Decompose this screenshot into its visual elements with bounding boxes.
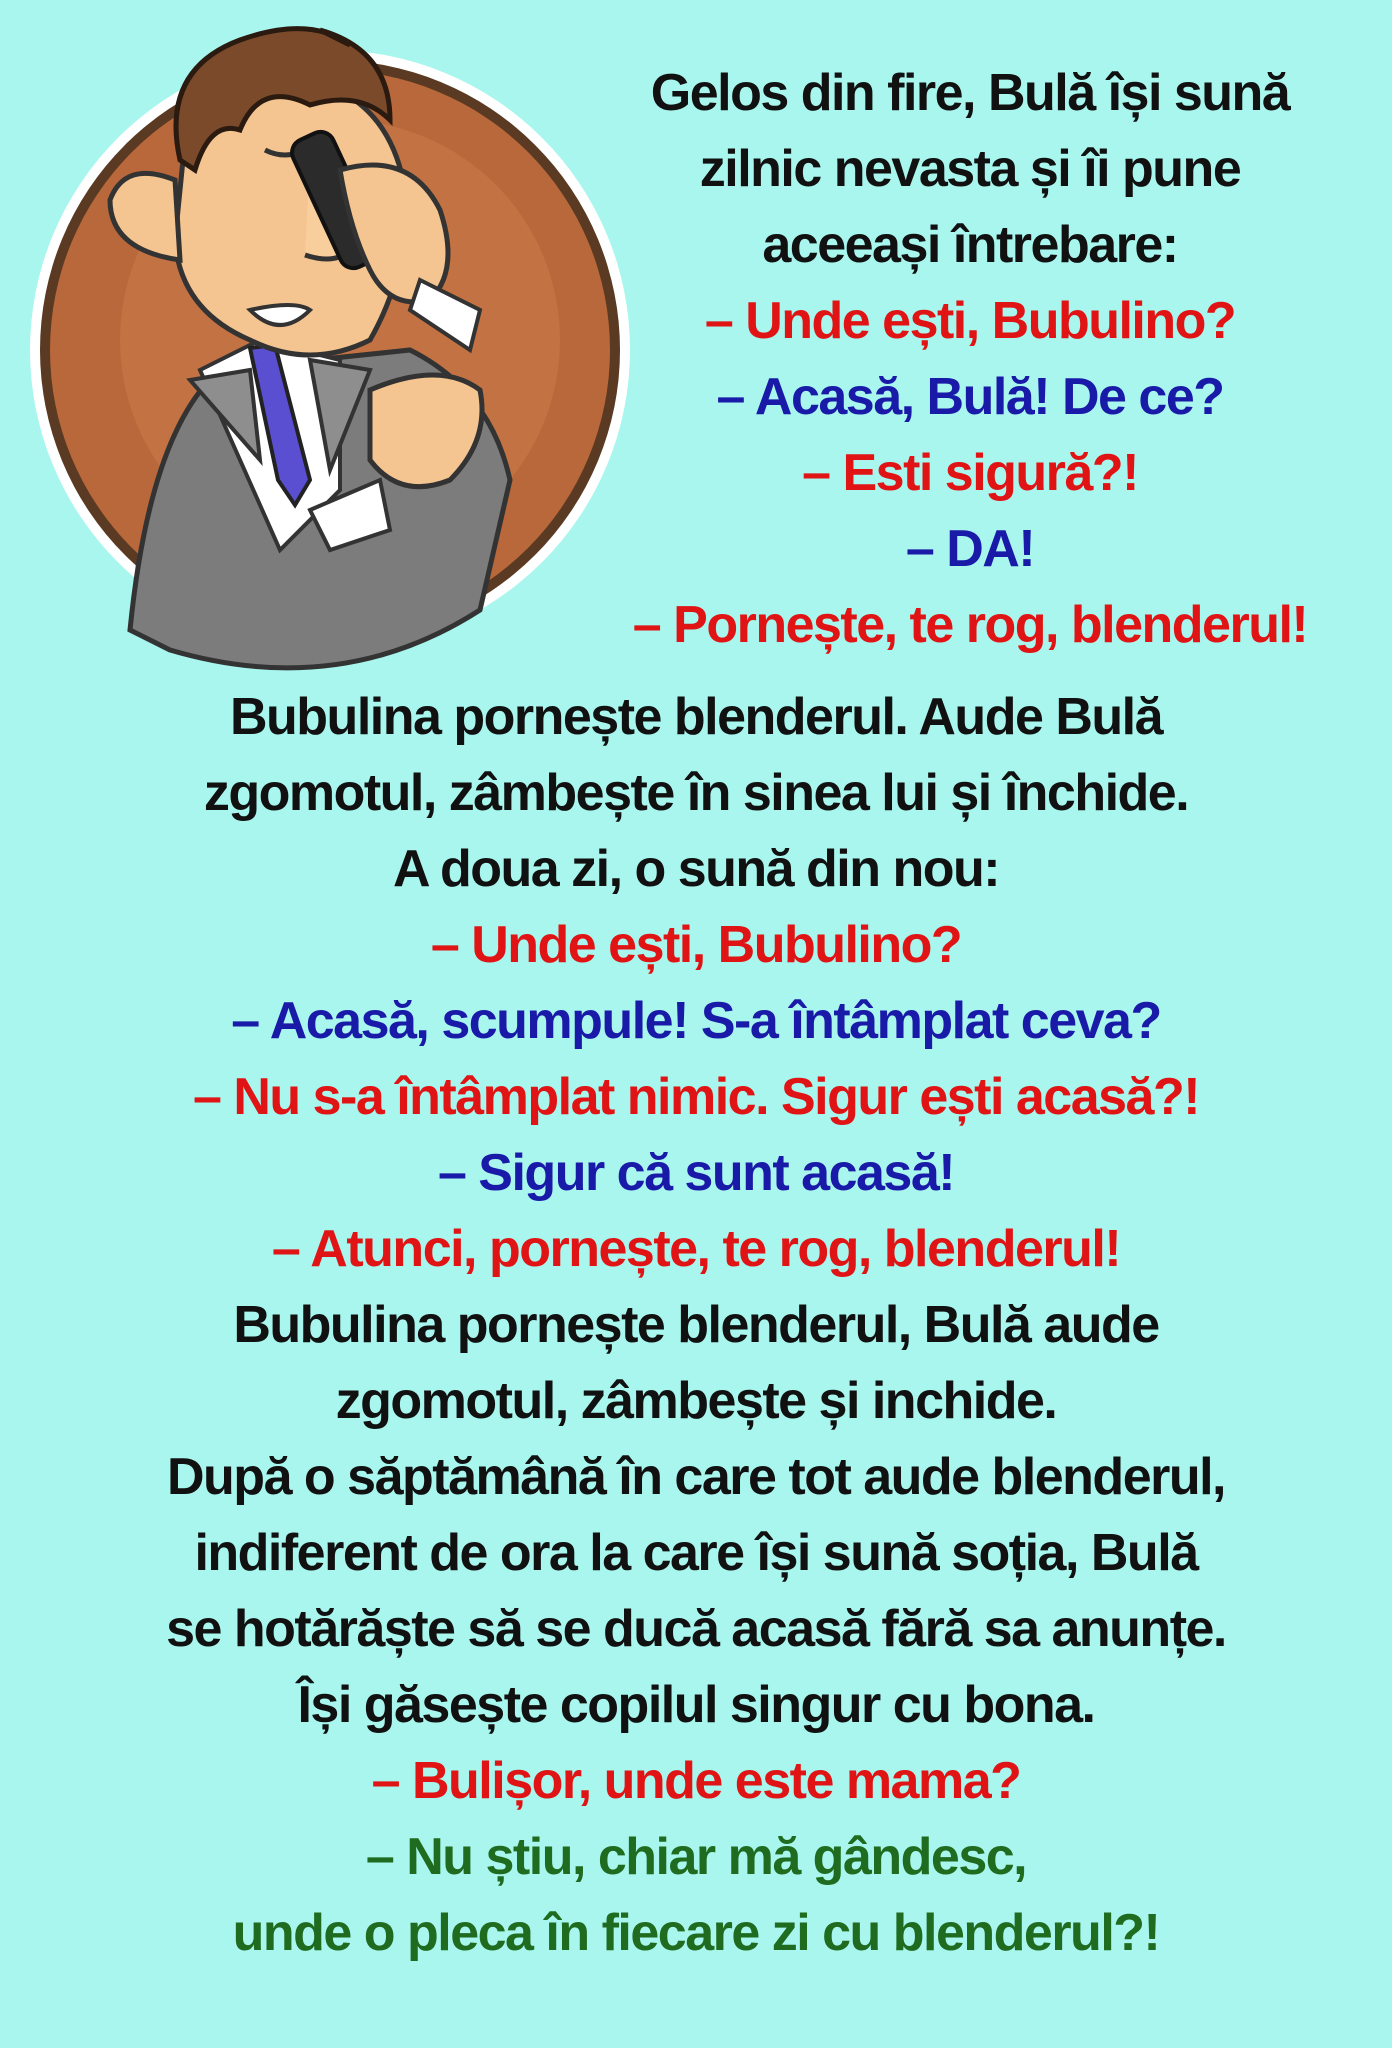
bula-question-1: – Unde ești, Bubulino? — [704, 292, 1236, 350]
narration-line-7: indiferent de ora la care își sună soția, Bulă — [194, 1524, 1198, 1582]
narration-line-6: După o săptămână în care tot aude blenderul, — [166, 1448, 1226, 1506]
bula-question-5: – Nu s-a întâmplat nimic. Sigur ești acasă?! — [192, 1068, 1200, 1126]
narration-line-1: Bubulina pornește blenderul. Aude Bulă — [229, 688, 1163, 746]
child-answer-line-1: – Nu știu, chiar mă gândesc, — [365, 1828, 1027, 1886]
narration-line-3: A doua zi, o sună din nou: — [392, 840, 1000, 898]
narration-line-4: Bubulina pornește blenderul, Bulă aude — [233, 1296, 1159, 1354]
bubulina-answer-1: – Acasă, Bulă! De ce? — [716, 368, 1224, 426]
bula-question-2: – Esti sigură?! — [802, 444, 1138, 502]
bubulina-answer-4: – Sigur că sunt acasă! — [437, 1144, 955, 1202]
intro-line-2: zilnic nevasta și îi pune — [699, 140, 1241, 198]
narration-line-5: zgomotul, zâmbește și inchide. — [335, 1372, 1057, 1430]
intro-line-3: aceeași întrebare: — [762, 216, 1178, 274]
bula-question-3: – Pornește, te rog, blenderul! — [632, 596, 1308, 654]
bubulina-answer-2: – DA! — [905, 520, 1035, 578]
narration-line-8: se hotărăște să se ducă acasă fără sa anunțe. — [166, 1600, 1226, 1658]
intro-line-1: Gelos din fire, Bulă își sună — [650, 64, 1290, 122]
bula-question-6: – Atunci, pornește, te rog, blenderul! — [271, 1220, 1121, 1278]
narration-line-2: zgomotul, zâmbește în sinea lui și închide. — [203, 764, 1189, 822]
bula-question-4: – Unde ești, Bubulino? — [430, 916, 962, 974]
man-on-phone-illustration — [10, 10, 630, 690]
bula-question-7: – Bulișor, unde este mama? — [371, 1752, 1021, 1810]
bubulina-answer-3: – Acasă, scumpule! S-a întâmplat ceva? — [231, 992, 1161, 1050]
narration-line-9: Își găsește copilul singur cu bona. — [297, 1676, 1095, 1734]
child-answer-line-2: unde o pleca în fiecare zi cu blenderul?! — [232, 1904, 1160, 1962]
